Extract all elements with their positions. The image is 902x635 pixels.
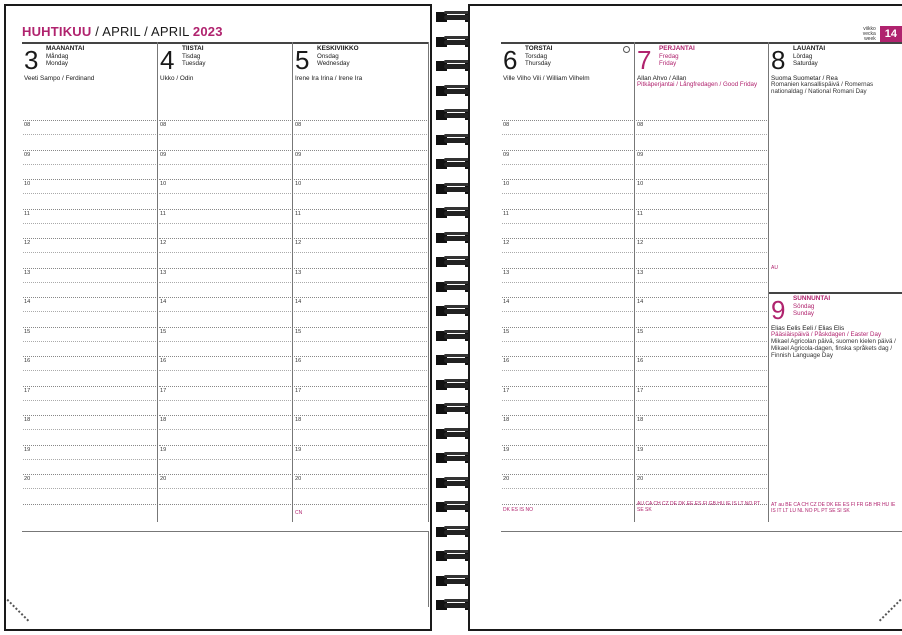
half-hour-line [294, 223, 427, 224]
hour-label: 15 [637, 328, 644, 335]
name-day-text: Allan Ahvo / Allan [637, 75, 687, 82]
hour-line [159, 179, 291, 180]
year: 2023 [192, 24, 223, 39]
hour-line [502, 415, 633, 416]
hour-line [502, 120, 633, 121]
hour-label: 14 [503, 299, 510, 305]
day-number: 6 [503, 45, 518, 75]
hour-label: 14 [160, 299, 167, 305]
hour-label: 11 [160, 210, 166, 217]
day-top-rule [293, 42, 428, 44]
hour-line [294, 150, 427, 151]
day-top-rule [769, 292, 902, 294]
hour-line [636, 150, 767, 151]
half-hour-line [23, 341, 156, 342]
hour-line [502, 209, 633, 210]
half-hour-line [294, 193, 427, 194]
half-hour-line [636, 341, 767, 342]
hour-line [636, 415, 767, 416]
name-days [24, 75, 155, 82]
day-number: 9 [771, 295, 786, 325]
hour-label: 12 [637, 240, 644, 246]
hour-label: 18 [637, 417, 644, 423]
hour-line [294, 297, 427, 298]
week-word-sv: vecka [862, 30, 876, 37]
hour-label: 16 [160, 358, 167, 364]
day-names [317, 45, 359, 68]
hour-line [23, 504, 156, 505]
hour-label: 11 [637, 210, 643, 217]
half-hour-line [23, 252, 156, 253]
hour-label: 09 [637, 151, 644, 158]
day-number: 8 [771, 45, 786, 75]
hour-label: 08 [24, 122, 31, 128]
day-column-wednesday [293, 42, 429, 522]
half-hour-line [23, 429, 156, 430]
hour-label: 17 [160, 387, 167, 394]
hour-line [636, 327, 767, 328]
hour-label: 15 [24, 328, 31, 335]
hour-line [23, 356, 156, 357]
week-indicator [863, 26, 902, 42]
day-name-fi: LAUANTAI [793, 45, 826, 52]
hour-label: 19 [295, 446, 302, 453]
hour-line [159, 297, 291, 298]
hour-label: 16 [637, 358, 644, 364]
hour-line [159, 445, 291, 446]
name-day-text: Ukko / Odin [160, 75, 194, 82]
hour-label: 16 [503, 358, 510, 364]
hour-label: 11 [24, 210, 30, 217]
month-other-languages: / APRIL / APRIL [91, 24, 193, 39]
half-hour-line [23, 223, 156, 224]
hour-line [159, 120, 291, 121]
hour-label: 15 [160, 328, 167, 335]
half-hour-line [159, 370, 291, 371]
day-names [793, 295, 830, 318]
name-day-text: Irene Ira Irina / Irene Ira [295, 75, 363, 82]
half-hour-line [159, 429, 291, 430]
half-hour-line [502, 459, 633, 460]
hour-label: 12 [503, 240, 510, 246]
hour-line [23, 120, 156, 121]
half-hour-line [636, 134, 767, 135]
hour-line [159, 504, 291, 505]
name-day-text: Suoma Suometar / Rea [771, 75, 838, 82]
hour-line [23, 297, 156, 298]
hour-line [23, 268, 156, 269]
half-hour-line [636, 429, 767, 430]
hour-line [294, 120, 427, 121]
half-hour-line [159, 193, 291, 194]
half-hour-line [636, 400, 767, 401]
month-finnish: HUHTIKUU [22, 24, 92, 39]
day-name-fi: MAANANTAI [46, 45, 85, 52]
hour-label: 12 [24, 240, 31, 246]
hour-label: 12 [160, 240, 167, 246]
hour-label: 13 [503, 269, 510, 276]
half-hour-line [159, 459, 291, 460]
country-holidays: AU [771, 265, 778, 271]
right-days-grid [501, 42, 902, 522]
hour-line [294, 209, 427, 210]
hour-line [23, 415, 156, 416]
day-name-fi: KESKIVIIKKO [317, 45, 359, 52]
name-day-text: Ville Vilho Vili / William Vilhelm [503, 75, 590, 82]
half-hour-line [502, 341, 633, 342]
half-hour-line [636, 252, 767, 253]
hour-label: 16 [24, 358, 31, 364]
hour-line [502, 327, 633, 328]
day-column-friday [635, 42, 769, 522]
half-hour-line [636, 370, 767, 371]
half-hour-line [159, 341, 291, 342]
half-hour-line [23, 311, 156, 312]
hour-label: 12 [295, 240, 302, 246]
hour-line [636, 179, 767, 180]
flag-day-text: Mikael Agricolan päivä, suomen kielen päivä / Mikael Agricola-dagen, finska språkets dag / Finnish Language Day [771, 338, 896, 359]
half-hour-line [159, 282, 291, 283]
half-hour-line [159, 164, 291, 165]
hour-label: 10 [503, 181, 510, 187]
hour-label: 13 [160, 269, 167, 276]
day-name-fi: TORSTAI [525, 45, 553, 52]
half-hour-line [636, 311, 767, 312]
notes-area-right [501, 531, 902, 607]
hour-label: 14 [295, 299, 302, 305]
hour-line [23, 150, 156, 151]
right-page [468, 4, 902, 631]
hour-label: 20 [295, 476, 302, 482]
name-day-text: Elias Eelis Eeli / Elias Elis [771, 325, 845, 332]
country-holidays: CN [295, 510, 303, 516]
hour-label: 08 [637, 122, 644, 128]
half-hour-line [23, 459, 156, 460]
hour-line [502, 238, 633, 239]
half-hour-line [636, 193, 767, 194]
hour-label: 17 [295, 387, 302, 394]
day-name-sv: Tisdag [182, 52, 201, 60]
day-names [525, 45, 552, 68]
hour-line [294, 238, 427, 239]
day-name-en: Sunday [793, 310, 814, 318]
hour-line [502, 268, 633, 269]
day-name-en: Tuesday [182, 60, 206, 68]
half-hour-line [636, 488, 767, 489]
half-hour-line [636, 282, 767, 283]
hour-line [159, 150, 291, 151]
hour-label: 18 [503, 417, 510, 423]
half-hour-line [159, 488, 291, 489]
day-name-en: Wednesday [317, 60, 350, 68]
hour-line [159, 356, 291, 357]
hour-label: 15 [503, 328, 510, 335]
day-number: 7 [637, 45, 652, 75]
name-day-text: Veeti Sampo / Ferdinand [24, 75, 95, 82]
half-hour-line [294, 429, 427, 430]
day-top-rule [158, 42, 292, 44]
hour-line [636, 445, 767, 446]
hour-label: 17 [637, 387, 644, 394]
hour-line [502, 297, 633, 298]
hour-line [294, 445, 427, 446]
holiday-text: Pääsiäispäivä / Påskdagen / Easter Day [771, 331, 882, 339]
half-hour-line [502, 311, 633, 312]
hour-label: 19 [503, 446, 510, 453]
hour-line [159, 238, 291, 239]
day-name-en: Friday [659, 60, 677, 68]
holiday-text: Pitkäperjantai / Långfredagen / Good Friday [637, 81, 758, 89]
day-names [46, 45, 84, 68]
day-names [793, 45, 825, 68]
half-hour-line [294, 134, 427, 135]
hour-label: 13 [637, 269, 644, 276]
half-hour-line [294, 459, 427, 460]
day-name-en: Saturday [793, 60, 818, 68]
day-name-sv: Söndag [793, 302, 815, 310]
half-hour-line [23, 488, 156, 489]
name-days [771, 325, 900, 360]
hour-line [23, 238, 156, 239]
hour-line [502, 504, 633, 505]
half-hour-line [23, 164, 156, 165]
week-word-en: week [864, 35, 876, 42]
hour-label: 17 [24, 387, 31, 394]
hour-label: 10 [160, 181, 167, 187]
hour-line [23, 474, 156, 475]
hour-line [502, 386, 633, 387]
holiday-text: Romanien kansallispäivä / Romernas nationaldag / National Romani Day [771, 81, 874, 96]
month-header [22, 24, 223, 39]
day-number: 5 [295, 45, 310, 75]
half-hour-line [23, 282, 156, 283]
hour-label: 08 [503, 122, 510, 128]
day-column-tuesday [158, 42, 293, 522]
hour-label: 19 [24, 446, 31, 453]
hour-line [636, 238, 767, 239]
hour-line [294, 268, 427, 269]
hour-label: 13 [24, 269, 31, 276]
half-hour-line [502, 193, 633, 194]
hour-label: 17 [503, 387, 510, 394]
country-holidays: AU CA CH CZ DE DK EE ES FI GB HU IE IS LT NO PT SE SK [637, 501, 761, 513]
half-hour-line [23, 370, 156, 371]
hour-line [636, 209, 767, 210]
hour-label: 08 [160, 122, 167, 128]
hour-line [294, 415, 427, 416]
day-name-fi: SUNNUNTAI [793, 295, 831, 302]
hour-label: 10 [295, 181, 302, 187]
hour-line [502, 179, 633, 180]
hour-line [294, 386, 427, 387]
half-hour-line [294, 370, 427, 371]
half-hour-line [294, 488, 427, 489]
half-hour-line [502, 282, 633, 283]
hour-line [159, 386, 291, 387]
hour-line [159, 209, 291, 210]
moon-phase-icon [623, 46, 630, 53]
half-hour-line [294, 400, 427, 401]
half-hour-line [502, 400, 633, 401]
half-hour-line [159, 252, 291, 253]
hour-line [502, 474, 633, 475]
day-top-rule [22, 42, 157, 44]
hour-label: 20 [160, 476, 167, 482]
half-hour-line [294, 164, 427, 165]
hour-label: 19 [160, 446, 167, 453]
hour-line [636, 386, 767, 387]
half-hour-line [23, 193, 156, 194]
day-names [659, 45, 695, 68]
hour-label: 08 [295, 122, 302, 128]
half-hour-line [23, 400, 156, 401]
hour-label: 18 [24, 417, 31, 423]
name-days [295, 75, 426, 82]
half-hour-line [159, 223, 291, 224]
half-hour-line [294, 341, 427, 342]
hour-label: 09 [160, 151, 167, 158]
hour-label: 10 [637, 181, 644, 187]
day-name-fi: TIISTAI [182, 45, 204, 52]
half-hour-line [502, 223, 633, 224]
hour-line [159, 327, 291, 328]
hour-line [636, 297, 767, 298]
hour-line [636, 474, 767, 475]
half-hour-line [159, 311, 291, 312]
half-hour-line [636, 164, 767, 165]
half-hour-line [23, 134, 156, 135]
day-number: 3 [24, 45, 39, 75]
hour-line [636, 356, 767, 357]
hour-line [23, 327, 156, 328]
half-hour-line [294, 252, 427, 253]
hour-line [294, 179, 427, 180]
hour-label: 20 [637, 476, 644, 482]
half-hour-line [159, 400, 291, 401]
hour-line [294, 327, 427, 328]
day-top-rule [635, 42, 768, 44]
hour-line [294, 504, 427, 505]
hour-line [159, 474, 291, 475]
name-days [771, 75, 900, 96]
half-hour-line [294, 311, 427, 312]
hour-label: 11 [295, 210, 301, 217]
hour-label: 11 [503, 210, 509, 217]
day-name-fi: PERJANTAI [659, 45, 695, 52]
hour-label: 20 [24, 476, 31, 482]
day-number: 4 [160, 45, 175, 75]
hour-line [294, 356, 427, 357]
half-hour-line [502, 488, 633, 489]
name-days [160, 75, 290, 82]
hour-label: 20 [503, 476, 510, 482]
hour-label: 15 [295, 328, 302, 335]
day-name-sv: Fredag [659, 52, 679, 60]
day-name-sv: Lördag [793, 52, 813, 60]
left-page [4, 4, 432, 631]
hour-label: 14 [24, 299, 31, 305]
hour-line [23, 386, 156, 387]
day-column-monday [22, 42, 158, 522]
hour-line [294, 474, 427, 475]
half-hour-line [636, 223, 767, 224]
hour-label: 09 [24, 151, 31, 158]
day-top-rule [501, 42, 634, 44]
hour-line [23, 445, 156, 446]
hour-line [502, 150, 633, 151]
day-name-sv: Måndag [46, 52, 69, 60]
half-hour-line [159, 134, 291, 135]
notes-area [22, 531, 429, 607]
half-hour-line [502, 429, 633, 430]
hour-label: 09 [503, 151, 510, 158]
day-name-sv: Onsdag [317, 52, 339, 60]
day-name-en: Thursday [525, 60, 551, 68]
hour-label: 18 [295, 417, 302, 423]
hour-line [159, 268, 291, 269]
half-hour-line [294, 282, 427, 283]
name-days [503, 75, 632, 82]
hour-line [636, 120, 767, 121]
hour-line [23, 209, 156, 210]
day-names [182, 45, 206, 68]
hour-label: 09 [295, 151, 302, 158]
day-top-rule [769, 42, 902, 44]
day-column-sunday [769, 292, 902, 522]
left-days-grid [22, 42, 429, 522]
hour-line [502, 445, 633, 446]
week-number: 14 [880, 26, 902, 42]
hour-line [502, 356, 633, 357]
country-holidays: AT au BE CA CH CZ DE DK EE ES FI FR GB HR HU IE IS IT LT LU NL NO PL PT SE SI SK [771, 502, 896, 514]
half-hour-line [636, 459, 767, 460]
hour-line [23, 179, 156, 180]
country-holidays: DK ES IS NO [503, 507, 534, 513]
day-name-sv: Torsdag [525, 52, 548, 60]
half-hour-line [502, 164, 633, 165]
day-column-thursday [501, 42, 635, 522]
hour-label: 18 [160, 417, 167, 423]
hour-label: 10 [24, 181, 31, 187]
day-column-saturday [769, 42, 902, 292]
day-name-en: Monday [46, 60, 69, 68]
hour-label: 14 [637, 299, 644, 305]
half-hour-line [502, 370, 633, 371]
week-words [863, 27, 876, 42]
half-hour-line [502, 252, 633, 253]
hour-label: 16 [295, 358, 302, 364]
week-word-fi: viikko [863, 25, 876, 32]
hour-line [159, 415, 291, 416]
half-hour-line [502, 134, 633, 135]
hour-line [636, 268, 767, 269]
hour-label: 13 [295, 269, 302, 276]
hour-label: 19 [637, 446, 644, 453]
name-days [637, 75, 766, 89]
